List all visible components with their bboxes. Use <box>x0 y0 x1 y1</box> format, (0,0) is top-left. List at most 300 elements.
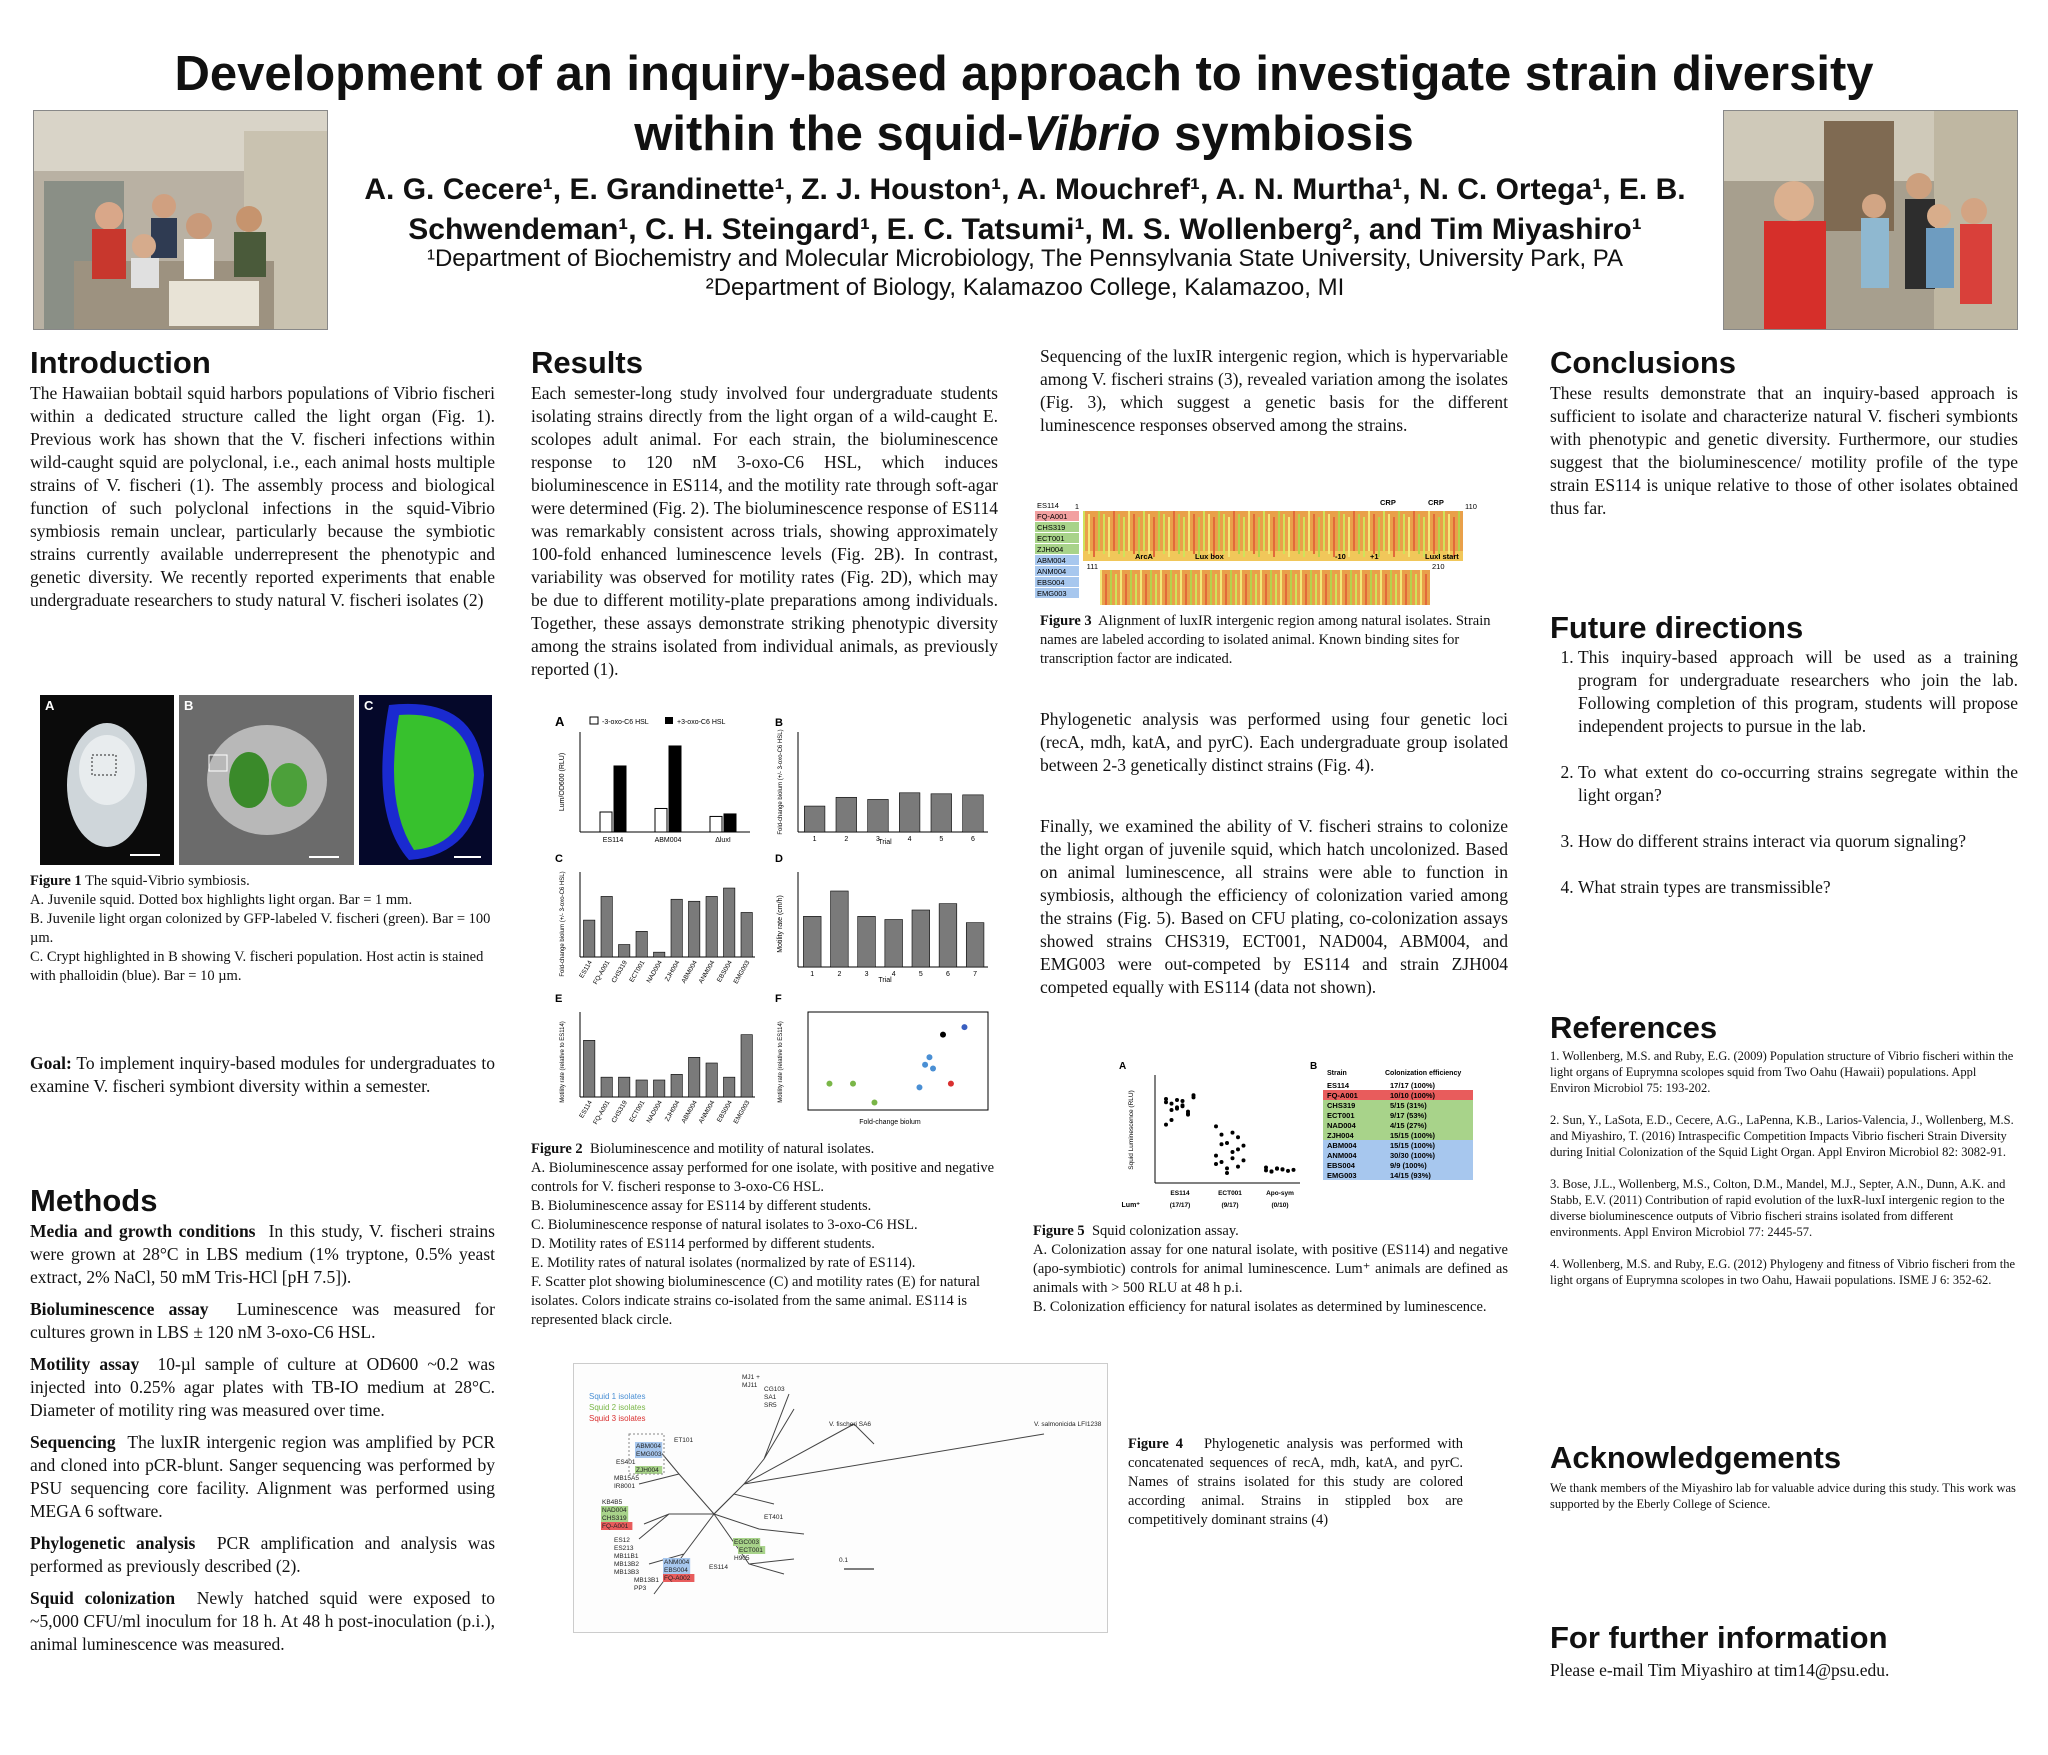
alignment-column <box>1453 517 1455 557</box>
alignment-column <box>1405 574 1407 605</box>
tick-label-4: 4 <box>891 971 896 978</box>
alignment-column <box>1353 511 1355 551</box>
fig5a-xlabel-Apo-sym: Apo-sym <box>1266 1190 1294 1197</box>
methods-item: Bioluminescence assay Luminescence was measured for cultures grown in LBS ± 120 nM 3-oxo-C6 HSL. <box>30 1299 496 1342</box>
fig2f-frame <box>808 1012 988 1110</box>
fig2e-ylabel: Motility rate (relative to ES114) <box>560 1021 566 1103</box>
alignment-column <box>1373 514 1375 554</box>
squid-point <box>1225 1166 1229 1170</box>
fig5b-strain-EMG003: EMG003 <box>1327 1171 1357 1180</box>
bar-NAD004 <box>654 1080 665 1097</box>
figure-3-caption: Figure 3 Alignment of luxIR intergenic region among natural isolates. Strain names are labeled according to isolated animal. Known binding sites for transcription factor are indicated. <box>1040 613 1491 667</box>
tick-label-CHS319: CHS319 <box>610 959 629 985</box>
fig3-num-110: 110 <box>1465 502 1477 511</box>
reference-item: 3. Bose, J.L., Wollenberg, M.S., Colton, D.M., Mandel, M.J., Septer, A.N., Dunn, A.K. and Stabb, E.V. (2011) Contribution of rapid evolution of the luxR-luxI intergenic region to the diverse bioluminescence outputs of Vibrio fischeri strains isolated from different environments. Appl Environ Microbiol 77: 2445-57. <box>1550 1177 2006 1239</box>
alignment-column <box>1358 514 1360 554</box>
tree-leaf-CG103: CG103 <box>764 1386 785 1393</box>
alignment-column <box>1123 517 1125 557</box>
alignment-column <box>1168 517 1170 557</box>
alignment-column <box>1235 574 1237 605</box>
alignment-column <box>1160 570 1162 605</box>
fig3-luxbox: Lux box <box>1195 552 1224 561</box>
alignment-column <box>1288 517 1290 557</box>
alignment-column <box>1268 514 1270 554</box>
alignment-column <box>1448 514 1450 554</box>
squid-point <box>1181 1099 1185 1103</box>
tick-label-1: 1 <box>810 971 815 978</box>
alignment-column <box>1113 511 1115 551</box>
fig5b-strain-ES114: ES114 <box>1327 1081 1350 1090</box>
fig3-plus1: +1 <box>1370 552 1379 561</box>
figure-4-caption: Figure 4 Phylogenetic analysis was performed with concatenated sequences of recA, mdh, katA, and pyrC. Names of strains isolated for this study are colored according animal. Strains in stippled box are competitively dominant strains (4) <box>1128 1436 1464 1528</box>
alignment-column <box>1395 574 1397 605</box>
scatter-point <box>871 1099 877 1105</box>
fig1-label-b: B <box>184 698 194 713</box>
strain-label-FQ-A001: FQ-A001 <box>1037 512 1068 521</box>
fig5a-ylabel: Squid Luminescence (RLU) <box>1128 1090 1135 1170</box>
alignment-column <box>1198 517 1200 557</box>
fig5-label-b: B <box>1310 1061 1318 1072</box>
reference-item: 4. Wollenberg, M.S. and Ruby, E.G. (2012) Phylogeny and fitness of Vibrio fischeri from the light organs of Euprymna scolopes in two Oahu, Hawaii populations. ISME J 6: 352-62. <box>1550 1257 2016 1287</box>
bar-EMG003 <box>741 1035 752 1097</box>
introduction-heading: Introduction <box>30 345 211 380</box>
strain-label-EBS004: EBS004 <box>1037 578 1065 587</box>
strain-label-ZJH004: ZJH004 <box>1037 545 1064 554</box>
alignment-column <box>1083 511 1085 551</box>
bar-ABM004-plus <box>669 746 681 832</box>
alignment-column <box>1338 511 1340 551</box>
strain-label-ECT001: ECT001 <box>1037 534 1065 543</box>
alignment-column <box>1308 511 1310 551</box>
fig5a-lum-label: Lum⁺ <box>1121 1202 1140 1209</box>
tick-label-EMG003: EMG003 <box>732 959 752 986</box>
fig1-label-c: C <box>364 698 374 713</box>
alignment-column <box>1388 514 1390 554</box>
alignment-column <box>1443 511 1445 551</box>
alignment-column <box>1110 570 1112 605</box>
future-item: 4. What strain types are transmissible? <box>1578 876 2018 899</box>
squid-point <box>1275 1167 1279 1171</box>
tree-leaf-ANM004: ANM004 <box>664 1559 690 1566</box>
alignment-column <box>1270 570 1272 605</box>
fig2d-xlabel: Trial <box>878 977 892 984</box>
scatter-point <box>926 1054 932 1060</box>
tick-label-ES114: ES114 <box>578 1099 594 1120</box>
fig2-label-f: F <box>775 993 782 1005</box>
alignment-column <box>1130 570 1132 605</box>
tick-label-3: 3 <box>876 836 880 843</box>
bar-ZJH004 <box>671 899 682 957</box>
legend-swatch-plus <box>665 717 673 724</box>
fig5b-strain-NAD004: NAD004 <box>1327 1121 1356 1130</box>
alignment-column <box>1298 514 1300 554</box>
fig2b-ylabel: Fold-change biolum (+/- 3-oxo-C6 HSL) <box>778 729 784 835</box>
tree-leaf-ES213: ES213 <box>614 1545 634 1552</box>
bar-EBS004 <box>724 888 735 957</box>
alignment-column <box>1118 514 1120 554</box>
strain-label-ABM004: ABM004 <box>1037 556 1066 565</box>
tick-label-ZJH004: ZJH004 <box>663 1099 682 1123</box>
alignment-column <box>1208 514 1210 554</box>
alignment-column <box>1355 574 1357 605</box>
strain-label-EMG003: EMG003 <box>1037 589 1067 598</box>
authors-line-1: A. G. Cecere¹, E. Grandinette¹, Z. J. Houston¹, A. Mouchref¹, A. N. Murtha¹, N. C. Ortega¹, E. B. <box>364 173 1686 206</box>
fig2f-ylabel: Motility rate (relative to ES114) <box>778 1021 784 1103</box>
tick-label-NAD004: NAD004 <box>645 959 664 985</box>
methods-item: Squid colonization Newly hatched squid were exposed to ~5,000 CFU/ml inoculum for 18 h. At 48 h post-inoculation (p.i.), animal luminescence was measured. <box>30 1588 495 1654</box>
bar-ABM004-minus <box>655 808 667 832</box>
alignment-column <box>1400 570 1402 605</box>
tick-label-7: 7 <box>973 971 978 978</box>
acknowledgements-heading: Acknowledgements <box>1550 1440 1842 1475</box>
alignment-column <box>1128 511 1130 551</box>
fig3-num-111: 111 <box>1086 562 1098 571</box>
colonization-text: Finally, we examined the ability of V. fischeri strains to colonize the light organ of juvenile squid, which hatch uncolonized. Based on animal luminescence, all strains were able to function in symbiosis, although the efficiency of colonization varied among the strains (Fig. 5). Based on CFU plating, co-colonization assays showed strains CHS319, ECT001, NAD004, ABM004, and EMG003 were out-competed by ES114 and strain ZJH004 competed equally with ES114 (data not shown). <box>1040 816 1508 997</box>
alignment-column <box>1223 514 1225 554</box>
alignment-column <box>1173 511 1175 551</box>
bar-EBS004 <box>724 1077 735 1097</box>
fig1-panel-a <box>40 695 174 865</box>
alignment-column <box>1193 514 1195 554</box>
tick-label-4: 4 <box>907 836 912 843</box>
future-directions-heading: Future directions <box>1550 610 1804 645</box>
tick-label-3: 3 <box>864 971 869 978</box>
fig3-luxi-start: LuxI start <box>1425 552 1459 561</box>
tree-leaf-CHS319: CHS319 <box>602 1515 627 1522</box>
squid-point <box>1192 1095 1196 1099</box>
fig5b-efficiency-ES114: 17/17 (100%) <box>1390 1081 1436 1090</box>
alignment-column <box>1195 574 1197 605</box>
alignment-column <box>1143 511 1145 551</box>
fig5b-efficiency-ZJH004: 15/15 (100%) <box>1390 1131 1436 1140</box>
lab-group-photo-left <box>33 110 328 330</box>
bar-3 <box>858 916 876 967</box>
tick-label-2: 2 <box>837 971 842 978</box>
tick-label-ABM004: ABM004 <box>680 959 699 985</box>
tree-leaf-SR5: SR5 <box>764 1402 777 1409</box>
bar-2 <box>836 797 857 832</box>
alignment-column <box>1418 514 1420 554</box>
alignment-column <box>1253 514 1255 554</box>
figure-2-caption: Figure 2 Bioluminescence and motility of natural isolates. A. Bioluminescence assay performed for one isolate, with positive and negative controls for V. fischeri response to 3-oxo-C6 HSL. B. Bioluminescence assay for ES114 by different students. C. Bioluminescence response of natural isolates to 3-oxo-C6 HSL. D. Motility rates of ES114 performed by different students. E. Motility rates of natural isolates (normalized by rate of ES114). F. Scatter plot showing bioluminescence (C) and motility rates (E) for natural isolates. Colors indicate strains co-isolated from the same animal. ES114 is represented black circle. <box>531 1141 995 1328</box>
squid-point <box>1170 1118 1174 1122</box>
alignment-column <box>1248 511 1250 551</box>
alignment-column <box>1275 574 1277 605</box>
figure-2-charts <box>550 712 1010 1132</box>
squid-point <box>1220 1142 1224 1146</box>
squid-point <box>1236 1165 1240 1169</box>
legend-swatch-minus <box>590 717 598 724</box>
tick-label-ZJH004: ZJH004 <box>663 959 682 983</box>
alignment-column <box>1325 574 1327 605</box>
author-list <box>360 170 1690 250</box>
legend-plus-label: +3-oxo-C6 HSL <box>677 719 726 726</box>
alignment-column <box>1303 517 1305 557</box>
fig5b-efficiency-ABM004: 15/15 (100%) <box>1390 1141 1436 1150</box>
alignment-column <box>1375 574 1377 605</box>
references-heading: References <box>1550 1010 1718 1045</box>
alignment-column <box>1370 570 1372 605</box>
fig4-legend-squid1: Squid 1 isolates <box>589 1392 646 1401</box>
fig2a-ylabel: Lum/OD600 (RLU) <box>559 752 566 812</box>
reference-item: 1. Wollenberg, M.S. and Ruby, E.G. (2009) Population structure of Vibrio fischeri within the light organs of Euprymna scolopes squid from Two Oahu (Hawaii) populations. Appl Environ Microbiol 75: 193-202. <box>1550 1049 2014 1095</box>
fig5b-strain-CHS319: CHS319 <box>1327 1101 1356 1110</box>
bar-EMG003 <box>741 912 752 957</box>
future-item: 2. To what extent do co-occurring strains segregate within the light organ? <box>1578 761 2018 807</box>
alignment-column <box>1390 570 1392 605</box>
alignment-column <box>1140 570 1142 605</box>
luxir-text: Sequencing of the luxIR intergenic region, which is hypervariable among V. fischeri strains (3), revealed variation among the isolates (Fig. 3), which suggest a genetic basis for the different luminescence responses observed among the strains. <box>1040 346 1508 435</box>
alignment-column <box>1438 517 1440 557</box>
strain-label-CHS319: CHS319 <box>1037 523 1066 532</box>
tick-label-5: 5 <box>939 836 944 843</box>
alignment-column <box>1393 517 1395 557</box>
fig4-legend-squid3: Squid 3 isolates <box>589 1414 646 1423</box>
alignment-column <box>1098 511 1100 551</box>
tree-leaf-ABM004: ABM004 <box>636 1443 661 1450</box>
methods-item: Media and growth conditions In this study, V. fischeri strains were grown at 28°C in LBS medium (1% tryptone, 0.5% yeast extract, 2% NaCl, 50 mM Tris-HCl [pH 7.5]). <box>30 1221 495 1287</box>
fig2f-xlabel: Fold-change biolum <box>859 1119 921 1126</box>
tick-label-6: 6 <box>971 836 975 843</box>
tick-label-ES114: ES114 <box>602 837 624 844</box>
tick-label-ABM004: ABM004 <box>680 1099 699 1125</box>
squid-point <box>1236 1135 1240 1139</box>
alignment-column <box>1108 517 1110 557</box>
fig2-label-a: A <box>555 714 565 729</box>
tree-leaf-MB15A5: MB15A5 <box>614 1475 639 1482</box>
alignment-column <box>1175 574 1177 605</box>
squid-point <box>1231 1156 1235 1160</box>
fig3-crp-1: CRP <box>1380 498 1396 507</box>
tree-leaf-ES12: ES12 <box>614 1537 630 1544</box>
tree-leaf-MB13B3: MB13B3 <box>614 1569 639 1576</box>
tree-leaf-IR8001: IR8001 <box>614 1483 635 1490</box>
scatter-point <box>930 1066 936 1072</box>
alignment-column <box>1105 574 1107 605</box>
squid-point <box>1231 1131 1235 1135</box>
tick-label-ES114: ES114 <box>578 959 594 980</box>
tick-label-6: 6 <box>946 971 950 978</box>
alignment-column <box>1328 514 1330 554</box>
tick-label-FQ-A001: FQ-A001 <box>592 959 612 986</box>
figure-1-caption: Figure 1 The squid-Vibrio symbiosis. A. Juvenile squid. Dotted box highlights light organ. Bar = 1 mm. B. Juvenile light organ colonized by GFP-labeled V. fischeri (green). Bar = 100 µm. C. Crypt highlighted in B showing V. fischeri population. Host actin is stained with phalloidin (blue). Bar = 10 µm. <box>30 873 491 984</box>
alignment-column <box>1258 517 1260 557</box>
fig5a-xlabel-ES114: ES114 <box>1170 1190 1190 1197</box>
tree-leaf-ES114: ES114 <box>709 1564 729 1571</box>
alignment-column <box>1345 574 1347 605</box>
strain-label-ANM004: ANM004 <box>1037 567 1067 576</box>
goal-text: Goal: To implement inquiry-based modules for undergraduates to examine V. fischeri symbiont diversity within a semester. <box>30 1053 496 1096</box>
fig5b-strain-ECT001: ECT001 <box>1327 1111 1355 1120</box>
tree-leaf-FQ-A002: FQ-A002 <box>664 1575 691 1582</box>
alignment-column <box>1350 570 1352 605</box>
alignment-column <box>1265 574 1267 605</box>
fig2-label-d: D <box>775 853 783 865</box>
fig5b-header-efficiency: Colonization efficiency <box>1385 1070 1462 1077</box>
fig2-label-e: E <box>555 993 563 1005</box>
alignment-column <box>1263 511 1265 551</box>
alignment-column <box>1428 511 1430 551</box>
alignment-column <box>1148 514 1150 554</box>
alignment-column <box>1408 517 1410 557</box>
squid-point <box>1236 1147 1240 1151</box>
alignment-column <box>1093 517 1095 557</box>
squid-point <box>1286 1169 1290 1173</box>
figure-1-images <box>40 695 490 865</box>
tree-leaf-V-salmonicida-LFI1238: V. salmonicida LFI1238 <box>1034 1421 1102 1428</box>
bar-CHS319 <box>619 1077 630 1097</box>
alignment-column <box>1285 574 1287 605</box>
scatter-point <box>961 1024 967 1030</box>
tree-leaf-NAD004: NAD004 <box>602 1507 627 1514</box>
squid-point <box>1186 1113 1190 1117</box>
tick-label-FQ-A001: FQ-A001 <box>592 1099 612 1126</box>
scatter-point <box>826 1081 832 1087</box>
bar-ABM004 <box>689 901 700 957</box>
squid-point <box>1170 1102 1174 1106</box>
alignment-column <box>1398 511 1400 551</box>
tree-leaf-MJ1-: MJ1 + <box>742 1374 760 1381</box>
tree-leaf-ET401: ET401 <box>764 1514 784 1521</box>
fig5b-strain-ZJH004: ZJH004 <box>1327 1131 1354 1140</box>
squid-point <box>1281 1167 1285 1171</box>
fig5a-xsub-ECT001: (9/17) <box>1221 1202 1239 1209</box>
alignment-column <box>1335 574 1337 605</box>
tree-leaf-ES401: ES401 <box>616 1459 636 1466</box>
fig2d-ylabel: Motility rate (cm/h) <box>777 895 784 953</box>
references-list <box>1550 1048 2018 1304</box>
bar-ES114 <box>584 1040 595 1097</box>
alignment-column <box>1300 570 1302 605</box>
bar-ΔluxI-plus <box>724 814 736 832</box>
fig1-panel-b <box>179 695 354 865</box>
lab-group-photo-right <box>1723 110 2018 330</box>
future-item: 3. How do different strains interact via quorum signaling? <box>1578 830 2018 853</box>
tick-label-ΔluxI: ΔluxI <box>715 837 731 844</box>
alignment-column <box>1255 574 1257 605</box>
squid-point <box>1214 1124 1218 1128</box>
fig3-num-1: 1 <box>1074 502 1079 511</box>
alignment-column <box>1245 574 1247 605</box>
alignment-column <box>1295 574 1297 605</box>
alignment-column <box>1365 574 1367 605</box>
alignment-column <box>1213 517 1215 557</box>
bar-5 <box>931 794 952 832</box>
bar-2 <box>831 891 849 967</box>
fig5b-efficiency-ECT001: 9/17 (53%) <box>1390 1111 1427 1120</box>
fig2b-xlabel: Trial <box>878 839 892 846</box>
bar-7 <box>966 923 984 967</box>
squid-point <box>1175 1107 1179 1111</box>
fig5b-header-strain: Strain <box>1327 1070 1347 1077</box>
bar-FQ-A001 <box>601 1077 612 1097</box>
scatter-point <box>850 1081 856 1087</box>
alignment-column <box>1135 574 1137 605</box>
fig5b-efficiency-EMG003: 14/15 (93%) <box>1390 1171 1431 1180</box>
tree-leaf-ET101: ET101 <box>674 1437 694 1444</box>
fig3-num-210: 210 <box>1432 562 1445 571</box>
tree-leaf-EBS004: EBS004 <box>664 1567 688 1574</box>
alignment-column <box>1233 511 1235 551</box>
introduction-text: The Hawaiian bobtail squid harbors populations of Vibrio fischeri within a dedicated structure called the light organ (Fig. 1). Previous work has shown that the V. fischeri infections within wild-caught squid are polyclonal, i.e., each animal hosts multiple strains of V. fischeri (1). The assembly process and biological function of such polyclonal infections in the squid-Vibrio symbiosis remain unclear, particularly because the symbiotic strains currently available underrepresent the phenotypic and genetic diversity. We recently reported experiments that enable undergraduate researchers to study natural V. fischeri isolates (2) <box>30 383 495 610</box>
alignment-column <box>1200 570 1202 605</box>
future-item: 1. This inquiry-based approach will be used as a training program for undergraduate researchers who join the lab. Following completion of this program, students will propose independent projects to pursue in the lab. <box>1578 646 2018 738</box>
alignment-column <box>1100 570 1102 605</box>
alignment-column <box>1363 517 1365 557</box>
fig5b-efficiency-NAD004: 4/15 (27%) <box>1390 1121 1427 1130</box>
alignment-column <box>1165 574 1167 605</box>
bar-CHS319 <box>619 945 630 957</box>
fig5a-xlabel-ECT001: ECT001 <box>1218 1190 1242 1197</box>
alignment-column <box>1283 514 1285 554</box>
fig5b-strain-ANM004: ANM004 <box>1327 1151 1357 1160</box>
bar-ZJH004 <box>671 1074 682 1097</box>
tree-leaf-ZJH004: ZJH004 <box>636 1467 659 1474</box>
scatter-point <box>948 1081 954 1087</box>
alignment-column <box>1238 514 1240 554</box>
poster-title <box>150 44 1898 164</box>
tree-leaf-V-fischeri-SA6: V. fischeri SA6 <box>829 1421 872 1428</box>
alignment-column <box>1403 514 1405 554</box>
squid-point <box>1214 1154 1218 1158</box>
tree-leaf-EMG003: EMG003 <box>636 1451 662 1458</box>
alignment-column <box>1243 517 1245 557</box>
tree-leaf-FQ-A001: FQ-A001 <box>602 1523 629 1530</box>
fig1-panel-c <box>359 695 492 865</box>
squid-point <box>1242 1158 1246 1162</box>
alignment-column <box>1153 517 1155 557</box>
squid-point <box>1175 1098 1179 1102</box>
alignment-column <box>1145 574 1147 605</box>
squid-point <box>1164 1100 1168 1104</box>
tick-label-ECT001: ECT001 <box>628 1099 647 1124</box>
title-line-2: within the squid-Vibrio symbiosis <box>634 107 1414 161</box>
bar-ANM004 <box>706 896 717 957</box>
bar-3 <box>868 799 889 832</box>
fig5-label-a: A <box>1119 1061 1127 1072</box>
alignment-column <box>1133 514 1135 554</box>
alignment-column <box>1158 511 1160 551</box>
methods-item: Motility assay 10-µl sample of culture at OD600 ~0.2 was injected into 0.25% agar plates with TB-IO medium at 28°C. Diameter of motility ring was measured over time. <box>30 1354 495 1420</box>
alignment-column <box>1378 517 1380 557</box>
fig5b-strain-EBS004: EBS004 <box>1327 1161 1355 1170</box>
bar-NAD004 <box>654 952 665 957</box>
tree-leaf-MB11B1: MB11B1 <box>614 1553 639 1560</box>
legend-minus-label: -3-oxo-C6 HSL <box>602 719 649 726</box>
alignment-column <box>1343 514 1345 554</box>
tree-leaf-EGC003: EGC003 <box>734 1539 759 1546</box>
scatter-point <box>940 1032 946 1038</box>
fig5a-xsub-ES114: (17/17) <box>1169 1202 1191 1209</box>
fig5a-xsub-Apo-sym: (0/10) <box>1271 1202 1289 1209</box>
alignment-column <box>1420 570 1422 605</box>
fig2c-ylabel: Fold-change biolum (+/- 3-oxo-C6 HSL) <box>560 871 566 977</box>
alignment-column <box>1228 517 1230 557</box>
fig2-label-c: C <box>555 853 563 865</box>
alignment-column <box>1280 570 1282 605</box>
bar-ES114 <box>584 920 595 957</box>
fig5b-strain-ABM004: ABM004 <box>1327 1141 1357 1150</box>
phylogenetic-text: Phylogenetic analysis was performed using four genetic loci (recA, mdh, katA, and pyrC). Each undergraduate group isolated between 2-3 genetically distinct strains (Fig. 4). <box>1040 709 1508 775</box>
tree-leaf-KB4B5: KB4B5 <box>602 1499 623 1506</box>
alignment-column <box>1205 574 1207 605</box>
alignment-column <box>1138 517 1140 557</box>
tick-label-1: 1 <box>812 836 817 843</box>
conclusions-heading: Conclusions <box>1550 345 1737 380</box>
fig5b-efficiency-ANM004: 30/30 (100%) <box>1390 1151 1436 1160</box>
alignment-column <box>1170 570 1172 605</box>
alignment-column <box>1413 511 1415 551</box>
